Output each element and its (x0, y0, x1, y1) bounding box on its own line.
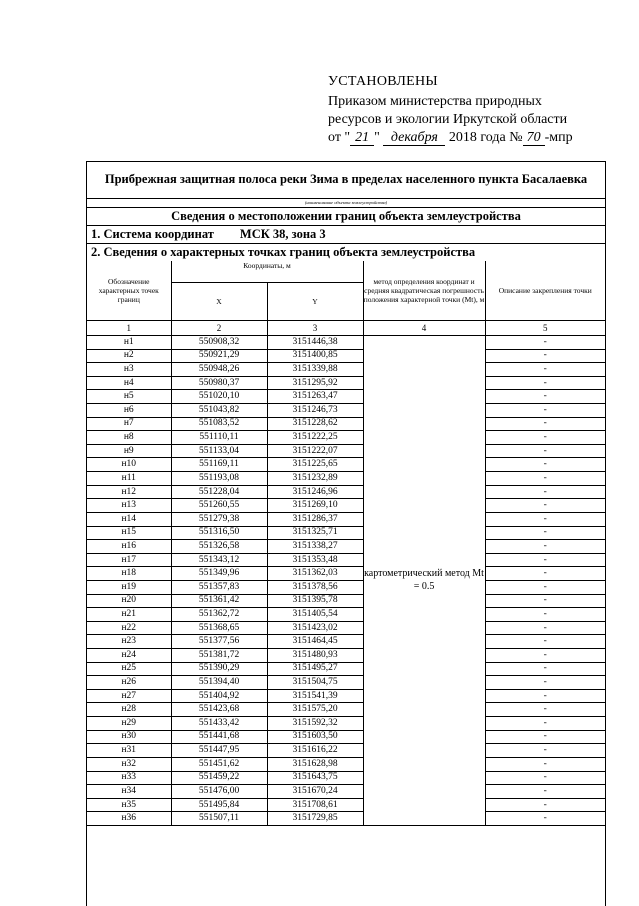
header-x: X (171, 283, 267, 321)
fixing-description: - (485, 785, 605, 799)
point-name: н1 (87, 336, 171, 350)
point-name: н22 (87, 621, 171, 635)
fixing-description: - (485, 349, 605, 363)
table-row (87, 336, 605, 350)
x-coordinate: 551260,55 (171, 499, 267, 513)
y-coordinate: 3151446,38 (267, 336, 363, 350)
fixing-description: - (485, 417, 605, 431)
x-coordinate: 551476,00 (171, 785, 267, 799)
table-row (87, 376, 605, 390)
point-name: н6 (87, 404, 171, 418)
x-coordinate: 551228,04 (171, 485, 267, 499)
approval-from: от " (328, 130, 351, 145)
approval-line-2: ресурсов и экологии Иркутской области (328, 112, 568, 127)
x-coordinate: 551043,82 (171, 404, 267, 418)
y-coordinate: 3151246,96 (267, 485, 363, 499)
column-number-row (87, 321, 605, 336)
fixing-description: - (485, 662, 605, 676)
fixing-description: - (485, 472, 605, 486)
point-name: н7 (87, 417, 171, 431)
x-coordinate: 551349,96 (171, 567, 267, 581)
x-coordinate: 550948,26 (171, 363, 267, 377)
fixing-description: - (485, 485, 605, 499)
point-name: н15 (87, 526, 171, 540)
x-coordinate: 551362,72 (171, 608, 267, 622)
x-coordinate: 551433,42 (171, 717, 267, 731)
x-coordinate: 551441,68 (171, 730, 267, 744)
table-row (87, 730, 605, 744)
point-name: н31 (87, 744, 171, 758)
point-name: н36 (87, 812, 171, 826)
table-row (87, 621, 605, 635)
fixing-description: - (485, 771, 605, 785)
table-row (87, 771, 605, 785)
y-coordinate: 3151708,61 (267, 798, 363, 812)
fixing-description: - (485, 703, 605, 717)
point-name: н10 (87, 458, 171, 472)
x-coordinate: 551368,65 (171, 621, 267, 635)
method-cell: картометрический метод Mt = 0.5 (363, 336, 485, 826)
x-coordinate: 551343,12 (171, 553, 267, 567)
table-row (87, 363, 605, 377)
x-coordinate: 551459,22 (171, 771, 267, 785)
y-coordinate: 3151225,65 (267, 458, 363, 472)
point-name: н28 (87, 703, 171, 717)
y-coordinate: 3151295,92 (267, 376, 363, 390)
column-number: 3 (267, 321, 363, 336)
fixing-description: - (485, 594, 605, 608)
point-name: н27 (87, 689, 171, 703)
points-section-label: 2. Сведения о характерных точках границ объекта землеустройства (91, 245, 476, 259)
fixing-description: - (485, 336, 605, 350)
x-coordinate: 550908,32 (171, 336, 267, 350)
x-coordinate: 551381,72 (171, 649, 267, 663)
point-name: н11 (87, 472, 171, 486)
table-row (87, 608, 605, 622)
x-coordinate: 551507,11 (171, 812, 267, 826)
fixing-description: - (485, 621, 605, 635)
header-coordinates: Координаты, м (171, 261, 363, 283)
point-name: н12 (87, 485, 171, 499)
y-coordinate: 3151405,54 (267, 608, 363, 622)
point-name: н34 (87, 785, 171, 799)
x-coordinate: 551495,84 (171, 798, 267, 812)
fixing-description: - (485, 689, 605, 703)
point-name: н26 (87, 676, 171, 690)
x-coordinate: 551357,83 (171, 580, 267, 594)
approval-quote: " (374, 130, 380, 145)
column-number: 2 (171, 321, 267, 336)
point-name: н33 (87, 771, 171, 785)
point-name: н4 (87, 376, 171, 390)
coordinate-system-row (87, 225, 605, 244)
y-coordinate: 3151592,32 (267, 717, 363, 731)
table-row (87, 676, 605, 690)
document-subtitle: (наименование объекта землеустройства) (87, 198, 605, 208)
point-name: н29 (87, 717, 171, 731)
coordinate-system-value: МСК 38, зона 3 (240, 226, 338, 244)
table-row (87, 349, 605, 363)
table-row (87, 717, 605, 731)
table-row (87, 744, 605, 758)
table-row (87, 689, 605, 703)
y-coordinate: 3151263,47 (267, 390, 363, 404)
boundary-document (86, 161, 606, 906)
x-coordinate: 551279,38 (171, 512, 267, 526)
y-coordinate: 3151362,03 (267, 567, 363, 581)
y-coordinate: 3151395,78 (267, 594, 363, 608)
fixing-description: - (485, 798, 605, 812)
point-name: н25 (87, 662, 171, 676)
fixing-description: - (485, 717, 605, 731)
point-name: н21 (87, 608, 171, 622)
coordinate-system-label: 1. Система координат (91, 227, 214, 241)
table-row (87, 431, 605, 445)
y-coordinate: 3151325,71 (267, 526, 363, 540)
x-coordinate: 551316,50 (171, 526, 267, 540)
boundary-points-table (87, 261, 605, 826)
fixing-description: - (485, 390, 605, 404)
point-name: н14 (87, 512, 171, 526)
table-body (87, 261, 605, 825)
x-coordinate: 551377,56 (171, 635, 267, 649)
point-name: н5 (87, 390, 171, 404)
point-name: н8 (87, 431, 171, 445)
fixing-description: - (485, 649, 605, 663)
x-coordinate: 551326,58 (171, 540, 267, 554)
x-coordinate: 551169,11 (171, 458, 267, 472)
y-coordinate: 3151628,98 (267, 757, 363, 771)
table-row (87, 785, 605, 799)
table-row (87, 594, 605, 608)
x-coordinate: 551020,10 (171, 390, 267, 404)
point-name: н32 (87, 757, 171, 771)
approval-heading: УСТАНОВЛЕНЫ (328, 74, 438, 89)
y-coordinate: 3151222,25 (267, 431, 363, 445)
table-row (87, 540, 605, 554)
table-row (87, 567, 605, 581)
fixing-description: - (485, 540, 605, 554)
y-coordinate: 3151286,37 (267, 512, 363, 526)
fixing-description: - (485, 730, 605, 744)
fixing-description: - (485, 608, 605, 622)
point-name: н16 (87, 540, 171, 554)
fixing-description: - (485, 567, 605, 581)
y-coordinate: 3151423,02 (267, 621, 363, 635)
y-coordinate: 3151616,22 (267, 744, 363, 758)
table-row (87, 798, 605, 812)
x-coordinate: 551404,92 (171, 689, 267, 703)
fixing-description: - (485, 499, 605, 513)
x-coordinate: 551110,11 (171, 431, 267, 445)
table-row (87, 757, 605, 771)
fixing-description: - (485, 553, 605, 567)
point-name: н2 (87, 349, 171, 363)
approval-block (328, 73, 628, 147)
x-coordinate: 551451,62 (171, 757, 267, 771)
point-name: н17 (87, 553, 171, 567)
fixing-description: - (485, 635, 605, 649)
table-row (87, 662, 605, 676)
header-y: Y (267, 283, 363, 321)
table-row (87, 444, 605, 458)
fixing-description: - (485, 404, 605, 418)
approval-year: 2018 года № (448, 130, 523, 145)
section-heading: Сведения о местоположении границ объекта землеустройства (87, 207, 605, 225)
column-number: 5 (485, 321, 605, 336)
points-section-row (87, 243, 605, 261)
y-coordinate: 3151603,50 (267, 730, 363, 744)
table-row (87, 390, 605, 404)
y-coordinate: 3151400,85 (267, 349, 363, 363)
y-coordinate: 3151232,89 (267, 472, 363, 486)
y-coordinate: 3151575,20 (267, 703, 363, 717)
document-title: Прибрежная защитная полоса реки Зима в пределах населенного пункта Басалаевка (104, 172, 588, 186)
approval-line-1: Приказом министерства природных (328, 94, 542, 109)
header-method: метод определения координат и средняя квадратическая погрешность положения характерной точки (Mt), м (363, 261, 485, 321)
table-row (87, 649, 605, 663)
table-header-row (87, 261, 605, 283)
approval-number: 70 (523, 131, 545, 146)
fixing-description: - (485, 363, 605, 377)
point-name: н3 (87, 363, 171, 377)
point-name: н30 (87, 730, 171, 744)
table-row (87, 458, 605, 472)
fixing-description: - (485, 512, 605, 526)
y-coordinate: 3151353,48 (267, 553, 363, 567)
x-coordinate: 551361,42 (171, 594, 267, 608)
point-name: н24 (87, 649, 171, 663)
point-name: н19 (87, 580, 171, 594)
fixing-description: - (485, 376, 605, 390)
table-row (87, 499, 605, 513)
approval-month: декабря (383, 131, 445, 146)
y-coordinate: 3151495,27 (267, 662, 363, 676)
table-row (87, 472, 605, 486)
y-coordinate: 3151338,27 (267, 540, 363, 554)
table-row (87, 404, 605, 418)
fixing-description: - (485, 526, 605, 540)
point-name: н9 (87, 444, 171, 458)
x-coordinate: 551447,95 (171, 744, 267, 758)
y-coordinate: 3151228,62 (267, 417, 363, 431)
table-row (87, 526, 605, 540)
approval-suffix: -мпр (544, 130, 573, 145)
y-coordinate: 3151480,93 (267, 649, 363, 663)
x-coordinate: 551394,40 (171, 676, 267, 690)
x-coordinate: 551083,52 (171, 417, 267, 431)
table-row (87, 812, 605, 826)
x-coordinate: 550921,29 (171, 349, 267, 363)
table-row (87, 703, 605, 717)
y-coordinate: 3151378,56 (267, 580, 363, 594)
y-coordinate: 3151670,24 (267, 785, 363, 799)
fixing-description: - (485, 458, 605, 472)
column-number: 1 (87, 321, 171, 336)
header-designation: Обозначение характерных точек границ (87, 261, 171, 321)
fixing-description: - (485, 431, 605, 445)
x-coordinate: 551423,68 (171, 703, 267, 717)
header-fixing: Описание закрепления точки (485, 261, 605, 321)
fixing-description: - (485, 444, 605, 458)
column-number: 4 (363, 321, 485, 336)
x-coordinate: 551193,08 (171, 472, 267, 486)
table-row (87, 417, 605, 431)
y-coordinate: 3151339,88 (267, 363, 363, 377)
table-row (87, 553, 605, 567)
point-name: н13 (87, 499, 171, 513)
point-name: н18 (87, 567, 171, 581)
y-coordinate: 3151246,73 (267, 404, 363, 418)
approval-day: 21 (350, 131, 374, 146)
table-row (87, 635, 605, 649)
y-coordinate: 3151464,45 (267, 635, 363, 649)
point-name: н20 (87, 594, 171, 608)
fixing-description: - (485, 812, 605, 826)
y-coordinate: 3151729,85 (267, 812, 363, 826)
x-coordinate: 550980,37 (171, 376, 267, 390)
y-coordinate: 3151643,75 (267, 771, 363, 785)
table-row (87, 580, 605, 594)
y-coordinate: 3151504,75 (267, 676, 363, 690)
y-coordinate: 3151269,10 (267, 499, 363, 513)
x-coordinate: 551390,29 (171, 662, 267, 676)
y-coordinate: 3151222,07 (267, 444, 363, 458)
x-coordinate: 551133,04 (171, 444, 267, 458)
fixing-description: - (485, 744, 605, 758)
table-row (87, 512, 605, 526)
fixing-description: - (485, 580, 605, 594)
fixing-description: - (485, 676, 605, 690)
point-name: н35 (87, 798, 171, 812)
y-coordinate: 3151541,39 (267, 689, 363, 703)
table-row (87, 485, 605, 499)
point-name: н23 (87, 635, 171, 649)
fixing-description: - (485, 757, 605, 771)
approval-order-line (328, 129, 628, 147)
